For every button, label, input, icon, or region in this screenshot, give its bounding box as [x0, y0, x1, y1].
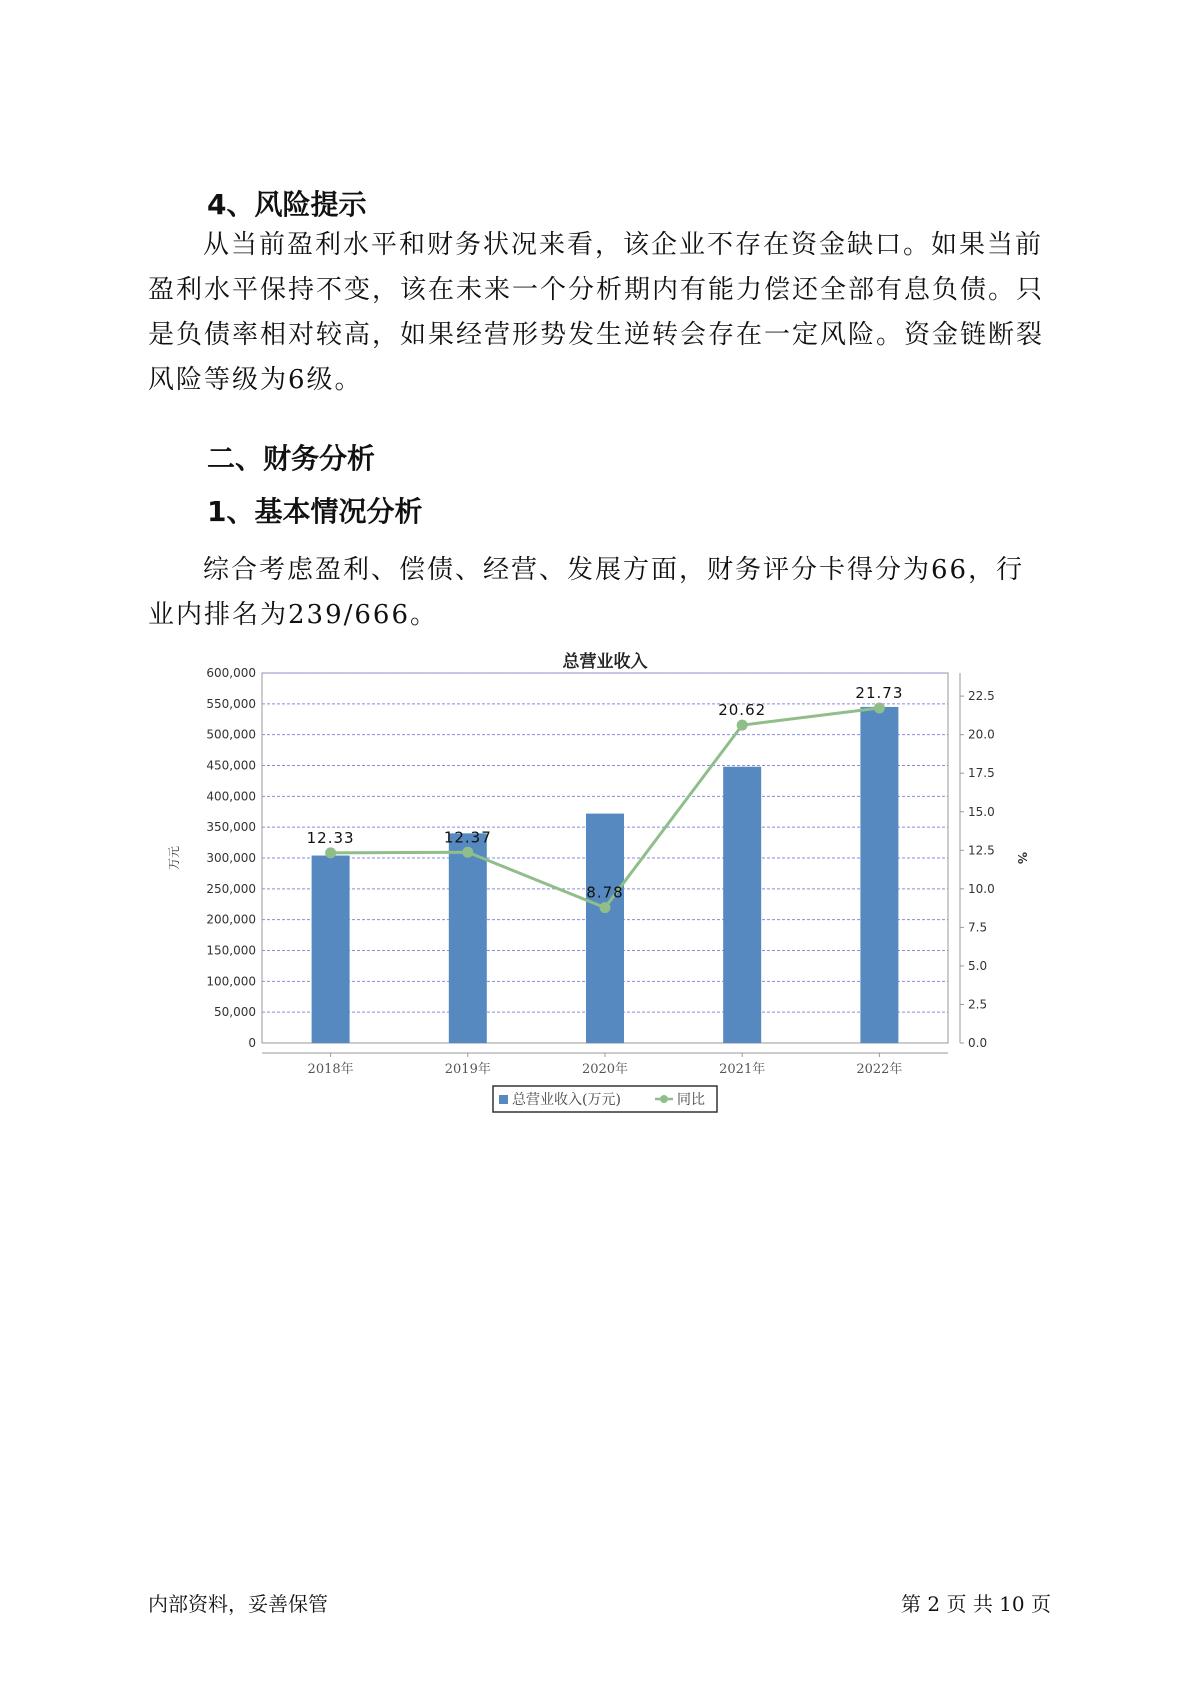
- y2-axis-label: %: [1015, 851, 1029, 865]
- risk-paragraph: 从当前盈利水平和财务状况来看，该企业不存在资金缺口。如果当前盈利水平保持不变，该在未来一个分析期内有能力偿还全部有息负债。只是负债率相对较高，如果经营形势发生逆转会存在一定风险。资金链断裂风险等级为6级。: [148, 230, 1045, 395]
- y-tick-label: 150,000: [206, 943, 256, 958]
- yoy-point: [737, 720, 748, 731]
- y-tick-label: 400,000: [206, 789, 256, 804]
- y2-tick-label: 0.0: [968, 1036, 988, 1050]
- x-tick-label: 2022年: [856, 1062, 903, 1077]
- y-axis-label: 万元: [167, 845, 181, 871]
- y2-tick-label: 15.0: [968, 804, 995, 819]
- y2-tick-label: 7.5: [968, 920, 988, 935]
- y2-tick-label: 2.5: [968, 997, 988, 1012]
- yoy-data-label: 21.73: [855, 683, 904, 702]
- yoy-point: [462, 847, 473, 858]
- section-heading-basic-analysis: 1、基本情况分析: [207, 495, 423, 528]
- y-tick-label: 0: [248, 1036, 256, 1050]
- x-tick-label: 2019年: [444, 1062, 491, 1077]
- section-heading-risk: 4、风险提示: [207, 188, 367, 221]
- legend-swatch-dot: [660, 1095, 668, 1103]
- revenue-bar: [586, 814, 624, 1043]
- basic-paragraph: 综合考虑盈利、偿债、经营、发展方面，财务评分卡得分为66，行业内排名为239/666。: [148, 555, 1025, 630]
- y-tick-label: 350,000: [206, 820, 256, 835]
- footer-page-number: 第 2 页 共 10 页: [901, 1592, 1051, 1616]
- x-tick-label: 2020年: [581, 1062, 629, 1077]
- y2-tick-label: 5.0: [968, 958, 988, 973]
- y-tick-label: 200,000: [206, 912, 256, 927]
- y-tick-label: 300,000: [206, 851, 256, 865]
- y-tick-label: 550,000: [206, 696, 256, 711]
- y2-tick-label: 22.5: [968, 689, 995, 704]
- yoy-data-label: 12.33: [306, 828, 355, 847]
- y2-tick-label: 12.5: [968, 843, 995, 858]
- y2-tick-label: 17.5: [968, 766, 995, 781]
- yoy-point: [600, 902, 611, 913]
- section-heading-financial-analysis: 二、财务分析: [207, 442, 376, 475]
- revenue-bar: [449, 833, 487, 1043]
- revenue-bar: [860, 707, 898, 1043]
- y-tick-label: 500,000: [206, 727, 256, 742]
- yoy-point: [874, 702, 885, 713]
- y2-tick-label: 20.0: [968, 727, 995, 742]
- revenue-bar: [723, 767, 761, 1043]
- legend-label-yoy: 同比: [677, 1092, 705, 1108]
- legend-label-revenue: 总营业收入(万元): [512, 1092, 621, 1108]
- revenue-chart: [167, 652, 1050, 1125]
- yoy-data-label: 20.62: [718, 701, 767, 720]
- y-tick-label: 100,000: [206, 974, 256, 989]
- chart-title: 总营业收入: [562, 652, 648, 672]
- yoy-data-label: 12.37: [443, 828, 492, 847]
- y-tick-label: 600,000: [206, 666, 256, 680]
- y-tick-label: 250,000: [206, 881, 256, 896]
- x-tick-label: 2018年: [307, 1062, 354, 1077]
- footer-confidential: 内部资料，妥善保管: [148, 1592, 328, 1616]
- yoy-data-label: 8.78: [586, 883, 624, 902]
- revenue-bar: [312, 856, 350, 1043]
- y2-tick-label: 10.0: [968, 881, 995, 896]
- yoy-point: [325, 847, 336, 858]
- y-tick-label: 450,000: [206, 758, 256, 773]
- legend-swatch-bar: [499, 1095, 508, 1104]
- x-tick-label: 2021年: [719, 1062, 766, 1077]
- y-tick-label: 50,000: [214, 1005, 256, 1020]
